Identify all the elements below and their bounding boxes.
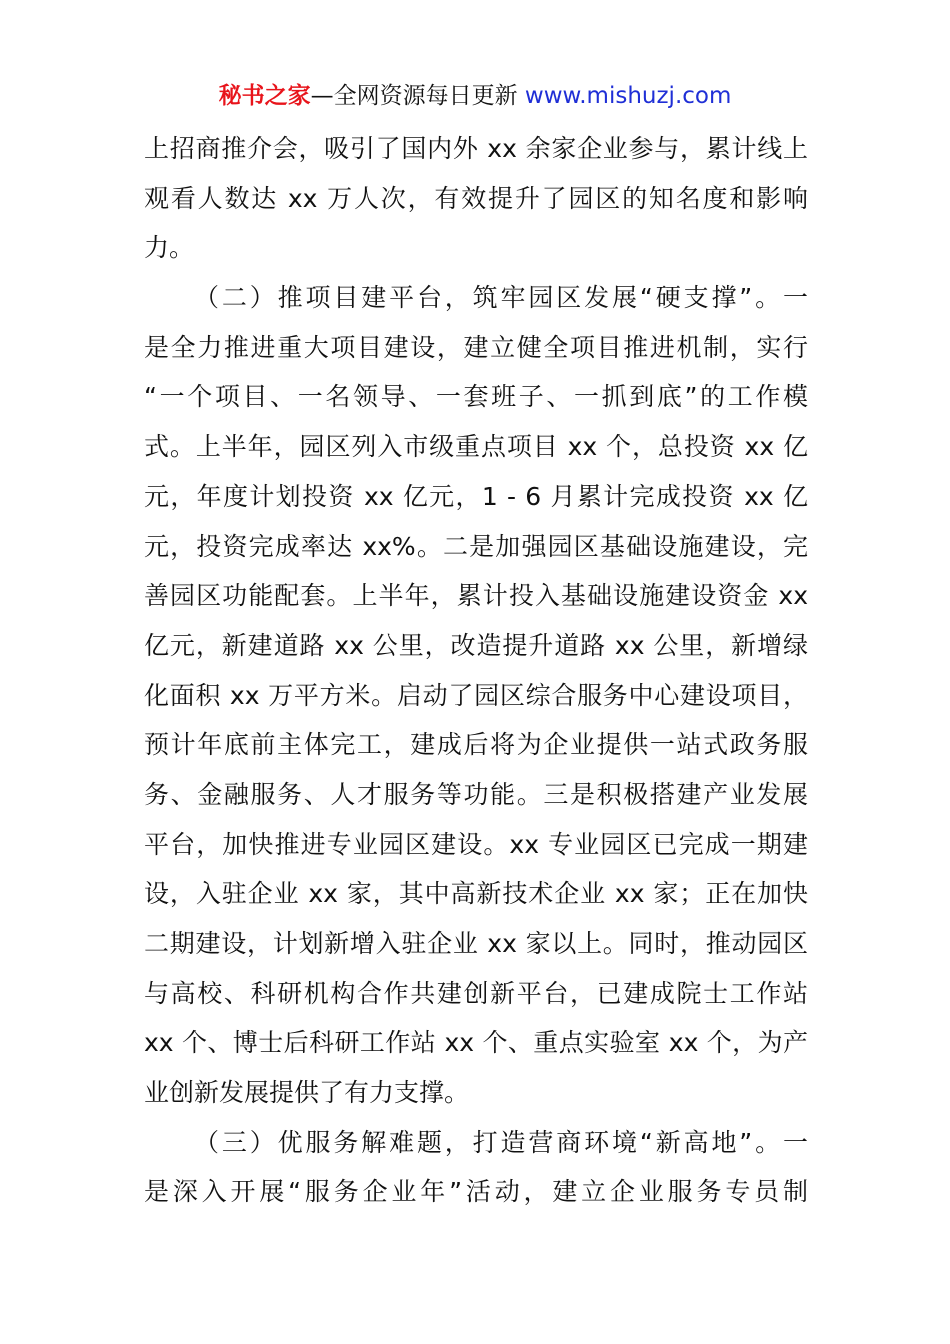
text-line: 力。 xyxy=(144,233,195,263)
text-line: 与高校、科研机构合作共建创新平台，已建成院士工作站 xyxy=(144,978,808,1008)
site-brand: 秘书之家 xyxy=(218,83,311,109)
text-line: 式。上半年，园区列入市级重点项目 xx 个，总投资 xx 亿 xyxy=(144,432,808,462)
section-heading-line: （三）优服务解难题，打造营商环境“新高地”。一 xyxy=(194,1127,808,1157)
site-url-link[interactable]: www.mishuzj.com xyxy=(524,83,732,109)
text-line: xx 个、博士后科研工作站 xx 个、重点实验室 xx 个，为产 xyxy=(144,1028,808,1058)
text-line: 务、金融服务、人才服务等功能。三是积极搭建产业发展 xyxy=(144,779,808,809)
text-line: 元，年度计划投资 xx 亿元，1 - 6 月累计完成投资 xx 亿 xyxy=(144,481,808,511)
text-line: 预计年底前主体完工，建成后将为企业提供一站式政务服 xyxy=(144,730,808,760)
document-body xyxy=(144,124,808,1217)
text-line: 设，入驻企业 xx 家，其中高新技术企业 xx 家；正在加快 xyxy=(144,879,808,909)
text-line: 善园区功能配套。上半年，累计投入基础设施建设资金 xx xyxy=(144,581,808,611)
section-heading-line: （二）推项目建平台，筑牢园区发展“硬支撑”。一 xyxy=(194,283,808,313)
text-line: 二期建设，计划新增入驻企业 xx 家以上。同时，推动园区 xyxy=(144,929,808,958)
text-line: 业创新发展提供了有力支撑。 xyxy=(144,1078,470,1108)
text-line: 化面积 xx 万平方米。启动了园区综合服务中心建设项目， xyxy=(144,680,808,710)
text-line: 观看人数达 xx 万人次，有效提升了园区的知名度和影响 xyxy=(144,183,808,213)
text-line: 元，投资完成率达 xx%。二是加强园区基础设施建设，完 xyxy=(144,531,808,561)
text-line: 是全力推进重大项目建设，建立健全项目推进机制，实行 xyxy=(144,332,808,362)
text-line: 平台，加快推进专业园区建设。xx 专业园区已完成一期建 xyxy=(144,829,808,859)
text-line: “一个项目、一名领导、一套班子、一抓到底”的工作模 xyxy=(144,382,808,412)
site-header xyxy=(0,78,950,114)
text-line: 亿元，新建道路 xx 公里，改造提升道路 xx 公里，新增绿 xyxy=(144,630,808,660)
site-slogan: —全网资源每日更新 xyxy=(310,83,525,109)
text-line: 上招商推介会，吸引了国内外 xx 余家企业参与，累计线上 xyxy=(144,134,808,163)
text-line: 是深入开展“服务企业年”活动，建立企业服务专员制 xyxy=(144,1177,808,1207)
